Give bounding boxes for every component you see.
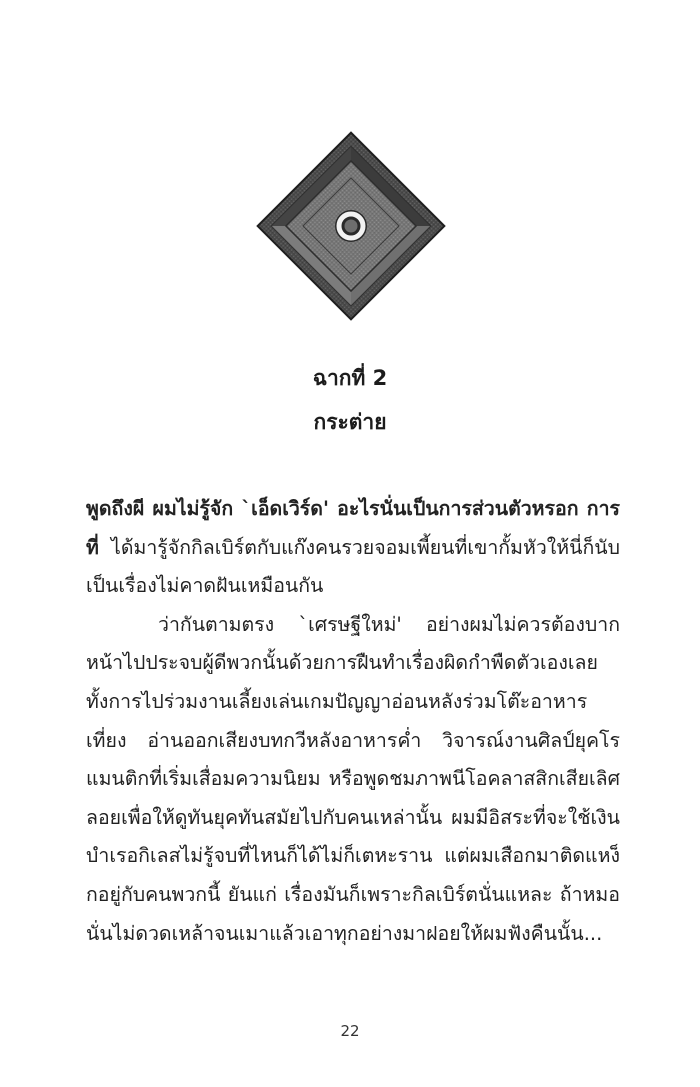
paragraph-2: ว่ากันตามตรง `เศรษฐีใหม่' อย่างผมไม่ควรต้องบากหน้าไปประจบผู้ดีพวกนั้นด้วยการฝืนทำเรื่องผิดกำพืดตัวเองเลย ทั้งการไปร่วมงานเลี้ยงเล่นเกมปัญญาอ่อนหลังร่วมโต๊ะอาหารเที่ยง อ่านออกเสียงบทกวีหลังอาหารค่ำ วิจารณ์งานศิลป์ยุคโรแมนติกที่เริ่มเสื่อมความนิยม หรือพูดชมภาพนีโอคลาสสิกเสียเลิศลอยเพื่อให้ดูทันยุคทันสมัยไปกับคนเหล่านั้น ผมมีอิสระที่จะใช้เงินบำเรอกิเลสไม่รู้จบที่ไหนก็ได้ไม่ก็เตหะราน แต่ผมเสือกมาติดแหง็กอยู่กับคนพวกนี้ ยันแก่ เรื่องมันก็เพราะกิลเบิร์ตนั่นแหละ ถ้าหมอนั่นไม่ดวดเหล้าจนเมาแล้วเอาทุกอย่างมาฝอยให้ผมฟังคืนนั้น... (86, 612, 620, 945)
page-number: 22 (340, 1022, 360, 1040)
paragraph-1-text: ได้มารู้จักกิลเบิร์ตกับแก๊งคนรวยจอมเพี้ยนที่เขากั้มหัวให้นี่ก็นับเป็นเรื่องไม่คาดฝันเหมือนกัน (86, 535, 620, 598)
diamond-ornament-icon (253, 128, 449, 324)
chapter-body (86, 490, 620, 953)
diamond-ornament-graphic (253, 128, 449, 324)
paragraph-1 (86, 490, 620, 606)
paragraph-1-lead: พูดถึงผี ผมไม่รู้จัก `เอ็ดเวิร์ด' อะไรนั่นเป็นการส่วนตัวหรอก การที่ (86, 497, 620, 559)
chapter-title: กระต่าย (313, 410, 387, 434)
chapter-number: ฉากที่ 2 (312, 366, 388, 390)
